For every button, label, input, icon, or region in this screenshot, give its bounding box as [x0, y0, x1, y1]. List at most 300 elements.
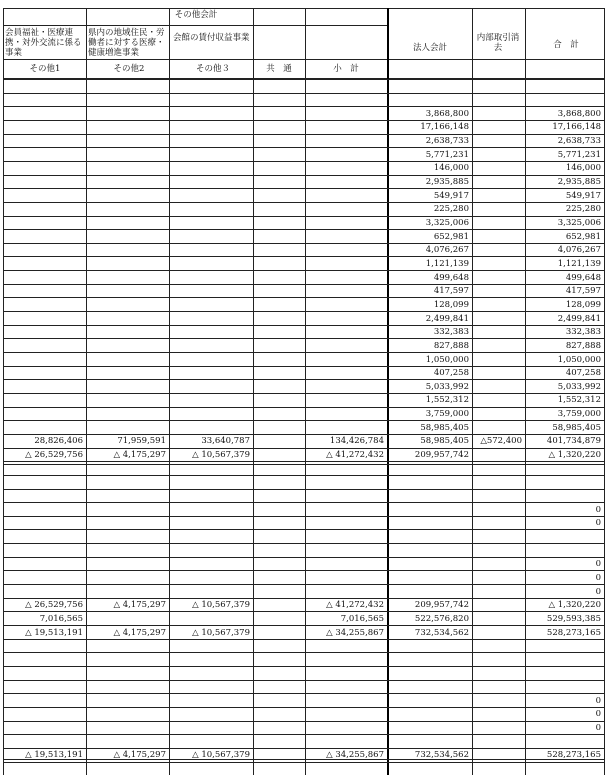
table-cell [474, 244, 522, 256]
table-cell [389, 476, 469, 488]
table-cell: 2,935,885 [557, 177, 601, 187]
table-cell [307, 326, 384, 338]
table-cell [5, 190, 83, 202]
table-cell: 0 [595, 723, 601, 733]
table-cell [527, 94, 601, 106]
table-cell: 2,638,733 [557, 136, 601, 146]
table-cell [5, 258, 83, 270]
table-cell [255, 203, 302, 215]
table-cell: 732,534,562 [414, 750, 469, 760]
table-cell [171, 244, 250, 256]
grid-line [3, 611, 605, 612]
table-cell [255, 162, 302, 174]
table-cell: 28,826,406 [34, 436, 83, 446]
table-cell [307, 708, 384, 720]
table-cell: △ 4,175,297 [113, 600, 166, 610]
table-cell [5, 572, 83, 584]
table-cell [5, 476, 83, 488]
table-cell [474, 586, 522, 598]
table-cell [255, 586, 302, 598]
table-cell: △ 4,175,297 [113, 628, 166, 638]
table-cell [5, 640, 83, 652]
table-cell [255, 708, 302, 720]
table-cell [88, 285, 166, 297]
table-cell: 3,325,006 [425, 218, 469, 228]
table-cell [5, 135, 83, 147]
table-cell: △ 4,175,297 [113, 750, 166, 760]
table-cell [307, 695, 384, 707]
table-cell [171, 135, 250, 147]
table-cell [474, 531, 522, 543]
table-cell [307, 572, 384, 584]
table-cell [474, 613, 522, 625]
table-cell [389, 654, 469, 666]
table-cell [474, 326, 522, 338]
table-cell [474, 708, 522, 720]
table-cell: 2,499,841 [557, 314, 601, 324]
table-cell: △ 34,255,867 [326, 750, 384, 760]
table-cell [171, 531, 250, 543]
table-cell [255, 190, 302, 202]
table-cell: △ 34,255,867 [326, 628, 384, 638]
table-cell: 146,000 [565, 163, 601, 173]
table-cell [5, 176, 83, 188]
table-cell [255, 244, 302, 256]
table-cell [88, 736, 166, 748]
table-cell [88, 162, 166, 174]
table-cell [88, 422, 166, 434]
table-cell [88, 408, 166, 420]
table-cell [474, 149, 522, 161]
table-cell [88, 490, 166, 502]
table-cell [474, 121, 522, 133]
table-cell [389, 708, 469, 720]
table-cell [307, 545, 384, 557]
table-cell [255, 408, 302, 420]
table-cell [389, 463, 469, 475]
header-col5: 小 計 [333, 64, 359, 74]
table-cell [88, 121, 166, 133]
table-cell [474, 108, 522, 120]
table-cell [307, 381, 384, 393]
table-cell [171, 640, 250, 652]
table-cell [88, 81, 166, 93]
table-cell [307, 176, 384, 188]
grid-line [3, 8, 605, 9]
table-cell [474, 599, 522, 611]
table-cell [171, 613, 250, 625]
table-cell [88, 722, 166, 734]
table-cell [307, 285, 384, 297]
grid-line [3, 256, 605, 257]
table-cell: 5,771,231 [557, 150, 601, 160]
table-cell: 401,734,879 [546, 436, 601, 446]
table-cell [389, 681, 469, 693]
table-cell [88, 340, 166, 352]
table-cell [5, 531, 83, 543]
table-cell [88, 149, 166, 161]
table-cell: 732,534,562 [414, 628, 469, 638]
grid-line [3, 420, 605, 421]
table-cell [171, 81, 250, 93]
table-cell: △ 10,567,379 [192, 628, 250, 638]
table-cell [5, 149, 83, 161]
table-cell [255, 81, 302, 93]
table-cell [307, 367, 384, 379]
table-cell [5, 313, 83, 325]
table-cell [5, 654, 83, 666]
table-cell [171, 654, 250, 666]
table-cell [474, 749, 522, 761]
table-cell [5, 695, 83, 707]
table-cell [474, 94, 522, 106]
table-cell: 209,957,742 [414, 450, 469, 460]
table-cell [171, 504, 250, 516]
table-cell [255, 326, 302, 338]
header-col4: 共 通 [266, 64, 292, 74]
table-cell [5, 299, 83, 311]
grid-line [3, 652, 605, 653]
table-cell [389, 517, 469, 529]
table-cell [255, 749, 302, 761]
table-cell: 1,050,000 [425, 355, 469, 365]
table-cell [88, 613, 166, 625]
table-cell [171, 108, 250, 120]
table-cell: △ 19,513,191 [25, 750, 83, 760]
header-col1-desc: 会員福祉・医療連携・対外交流に係る事業 [5, 28, 82, 58]
grid-line [3, 570, 605, 571]
table-cell: 499,648 [433, 273, 469, 283]
grid-line [3, 529, 605, 530]
table-cell [5, 667, 83, 679]
table-cell [307, 121, 384, 133]
table-cell [5, 272, 83, 284]
table-cell [474, 654, 522, 666]
table-cell [5, 545, 83, 557]
table-cell [88, 94, 166, 106]
table-cell [171, 203, 250, 215]
table-cell [171, 367, 250, 379]
table-cell [389, 504, 469, 516]
table-cell [171, 545, 250, 557]
table-cell [5, 558, 83, 570]
table-cell [255, 313, 302, 325]
table-cell [5, 586, 83, 598]
table-cell [171, 162, 250, 174]
table-cell [474, 476, 522, 488]
table-cell [307, 108, 384, 120]
table-cell [88, 394, 166, 406]
table-cell [88, 313, 166, 325]
table-cell [171, 190, 250, 202]
table-cell [255, 272, 302, 284]
table-cell [527, 736, 601, 748]
table-cell [5, 490, 83, 502]
table-cell [88, 640, 166, 652]
table-cell [88, 586, 166, 598]
table-cell [307, 667, 384, 679]
table-cell: △572,400 [480, 436, 522, 446]
table-cell [5, 108, 83, 120]
table-cell: △ 10,567,379 [192, 450, 250, 460]
table-cell [474, 572, 522, 584]
table-cell: 17,166,148 [420, 122, 469, 132]
table-cell: △ 10,567,379 [192, 750, 250, 760]
table-cell [255, 394, 302, 406]
table-cell [389, 586, 469, 598]
grid-line [3, 59, 605, 60]
table-cell: 827,888 [565, 341, 601, 351]
table-cell [307, 244, 384, 256]
table-cell [255, 108, 302, 120]
table-cell [255, 121, 302, 133]
table-cell [255, 176, 302, 188]
table-cell [171, 517, 250, 529]
table-cell [171, 586, 250, 598]
table-cell [307, 640, 384, 652]
table-cell: 7,016,565 [340, 614, 384, 624]
header-col3-desc: 会館の賃付収益事業 [173, 33, 250, 43]
table-cell [88, 299, 166, 311]
table-cell [307, 340, 384, 352]
table-cell: △ 4,175,297 [113, 450, 166, 460]
table-cell [5, 736, 83, 748]
table-cell [88, 272, 166, 284]
table-cell [171, 354, 250, 366]
table-cell [474, 299, 522, 311]
table-cell [5, 504, 83, 516]
table-cell [88, 695, 166, 707]
table-cell [255, 299, 302, 311]
table-cell: 146,000 [433, 163, 469, 173]
table-cell [474, 422, 522, 434]
table-cell [527, 531, 601, 543]
table-cell [527, 81, 601, 93]
table-cell [255, 558, 302, 570]
table-cell [88, 190, 166, 202]
table-cell [307, 162, 384, 174]
table-cell: 1,121,139 [425, 259, 469, 269]
table-cell [307, 504, 384, 516]
table-cell [88, 667, 166, 679]
table-cell [255, 517, 302, 529]
table-cell: 3,325,006 [557, 218, 601, 228]
table-cell [474, 162, 522, 174]
table-cell: 549,917 [565, 191, 601, 201]
table-cell: 33,640,787 [201, 436, 250, 446]
table-cell [171, 326, 250, 338]
table-cell: 407,258 [565, 368, 601, 378]
grid-line [3, 502, 605, 503]
table-cell [307, 463, 384, 475]
table-cell [5, 231, 83, 243]
table-cell [255, 135, 302, 147]
table-cell [307, 135, 384, 147]
table-cell: 7,016,565 [39, 614, 83, 624]
grid-line [3, 229, 605, 230]
table-cell [389, 545, 469, 557]
table-cell [88, 654, 166, 666]
table-cell [307, 94, 384, 106]
table-cell: △ 1,320,220 [548, 450, 601, 460]
table-cell [5, 340, 83, 352]
table-cell [255, 736, 302, 748]
table-cell [5, 285, 83, 297]
table-cell [5, 81, 83, 93]
table-cell [255, 449, 302, 461]
table-cell: 209,957,742 [414, 600, 469, 610]
grid-line [525, 8, 526, 775]
table-cell [255, 545, 302, 557]
table-cell [307, 313, 384, 325]
table-cell [474, 176, 522, 188]
table-cell [474, 504, 522, 516]
grid-line [3, 297, 605, 298]
table-cell [171, 572, 250, 584]
grid-line [3, 625, 605, 626]
table-cell [527, 640, 601, 652]
table-cell [5, 463, 83, 475]
grid-line [3, 762, 605, 763]
table-cell [307, 408, 384, 420]
table-cell [88, 244, 166, 256]
table-cell [88, 367, 166, 379]
table-cell [5, 217, 83, 229]
table-cell [474, 408, 522, 420]
grid-line [3, 8, 4, 775]
table-cell [171, 272, 250, 284]
table-cell [307, 258, 384, 270]
table-cell [5, 326, 83, 338]
table-cell [255, 504, 302, 516]
table-cell [255, 531, 302, 543]
table-cell [307, 517, 384, 529]
table-cell: 499,648 [565, 273, 601, 283]
table-cell [255, 476, 302, 488]
table-cell: 3,759,000 [557, 409, 601, 419]
grid-line [604, 8, 605, 775]
table-cell: 2,935,885 [425, 177, 469, 187]
table-cell [389, 490, 469, 502]
table-cell [171, 121, 250, 133]
table-cell [255, 217, 302, 229]
table-cell [255, 340, 302, 352]
table-cell [255, 654, 302, 666]
table-cell [474, 340, 522, 352]
table-cell: 0 [595, 573, 601, 583]
table-cell [171, 313, 250, 325]
table-cell: 0 [595, 518, 601, 528]
table-cell [88, 231, 166, 243]
table-cell [474, 135, 522, 147]
table-cell [255, 422, 302, 434]
header-naibu: 内部取引消去 [476, 33, 520, 53]
table-cell [474, 681, 522, 693]
table-cell [307, 736, 384, 748]
table-cell [171, 695, 250, 707]
header-col2-desc: 県内の地域住民・労働者に対する医療・健康増進事業 [88, 28, 165, 58]
table-cell [5, 394, 83, 406]
table-cell [389, 736, 469, 748]
table-cell [5, 722, 83, 734]
table-cell: 5,771,231 [425, 150, 469, 160]
table-cell [307, 149, 384, 161]
table-cell [255, 435, 302, 447]
table-cell [474, 627, 522, 639]
grid-line [3, 311, 605, 312]
table-cell [474, 313, 522, 325]
table-cell [171, 94, 250, 106]
table-cell [474, 517, 522, 529]
table-cell: 522,576,820 [414, 614, 469, 624]
table-cell: 4,076,267 [425, 245, 469, 255]
table-cell [527, 476, 601, 488]
table-cell: 0 [595, 696, 601, 706]
table-cell [171, 285, 250, 297]
table-cell: 549,917 [433, 191, 469, 201]
table-cell: 1,552,312 [425, 395, 469, 405]
table-cell [171, 708, 250, 720]
table-cell [474, 217, 522, 229]
table-cell [389, 695, 469, 707]
table-cell [474, 490, 522, 502]
table-cell [171, 736, 250, 748]
table-cell [88, 545, 166, 557]
table-cell: △ 26,529,756 [25, 450, 83, 460]
table-cell [171, 394, 250, 406]
table-cell: 652,981 [433, 232, 469, 242]
table-cell: 652,981 [565, 232, 601, 242]
header-goukei: 合 計 [553, 40, 579, 50]
table-cell [307, 531, 384, 543]
table-cell: 3,759,000 [425, 409, 469, 419]
table-cell [474, 381, 522, 393]
table-cell [389, 94, 469, 106]
table-cell [307, 394, 384, 406]
table-cell [171, 149, 250, 161]
table-cell: △ 19,513,191 [25, 628, 83, 638]
table-cell: 827,888 [433, 341, 469, 351]
table-cell [474, 354, 522, 366]
table-cell [389, 667, 469, 679]
grid-line [3, 25, 387, 26]
table-cell: 0 [595, 559, 601, 569]
table-cell [5, 121, 83, 133]
table-cell [307, 681, 384, 693]
table-cell [88, 135, 166, 147]
table-cell [389, 81, 469, 93]
table-cell [474, 722, 522, 734]
grid-line [3, 188, 605, 189]
table-cell: 71,959,591 [117, 436, 166, 446]
table-cell [307, 272, 384, 284]
table-cell: 407,258 [433, 368, 469, 378]
table-cell: 0 [595, 587, 601, 597]
table-cell [474, 394, 522, 406]
table-cell [88, 531, 166, 543]
table-cell [5, 422, 83, 434]
table-cell [474, 463, 522, 475]
grid-line [472, 8, 473, 775]
table-cell [88, 354, 166, 366]
table-cell [307, 217, 384, 229]
table-cell: △ 10,567,379 [192, 600, 250, 610]
table-cell [307, 654, 384, 666]
table-cell [171, 299, 250, 311]
table-cell [474, 545, 522, 557]
table-cell [389, 531, 469, 543]
table-cell [171, 217, 250, 229]
